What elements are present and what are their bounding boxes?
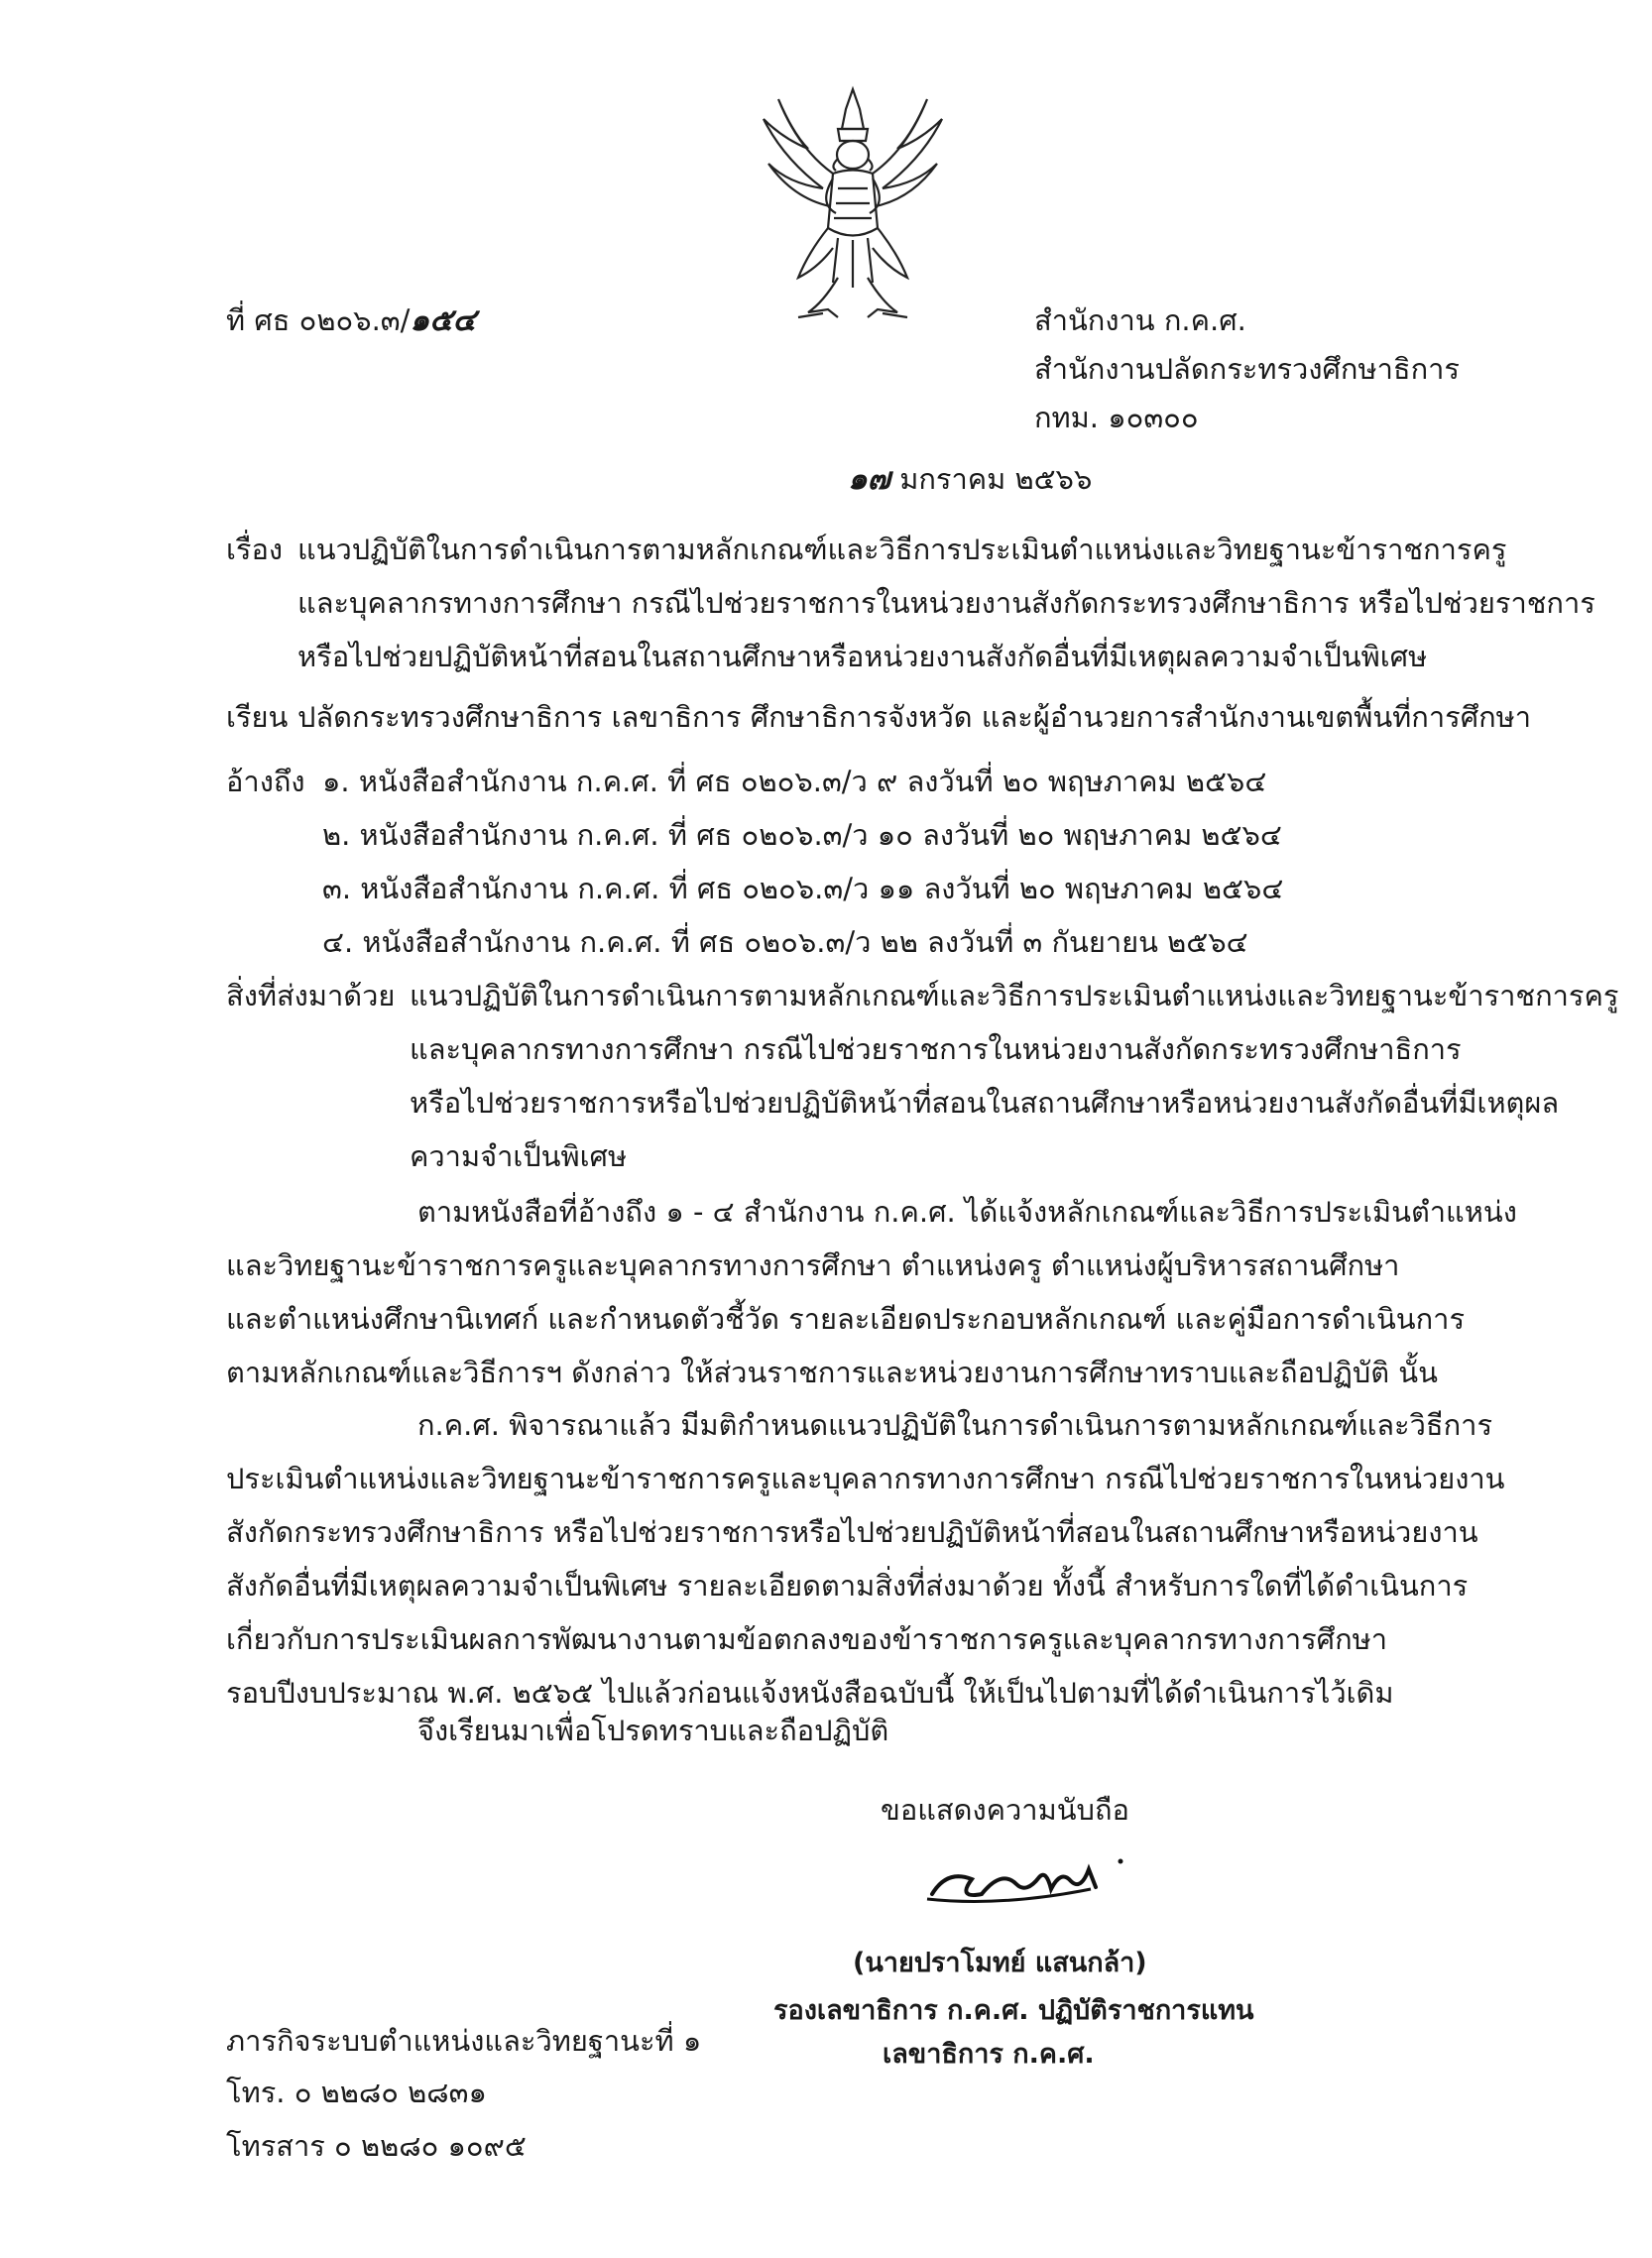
enclosure-line: และบุคลากรทางการศึกษา กรณีไปช่วยราชการในหน่วยงานสังกัดกระทรวงศึกษาธิการ	[410, 1032, 1462, 1066]
enclosure-line: ความจำเป็นพิเศษ	[410, 1139, 628, 1173]
signatory-title-1: รองเลขาธิการ ก.ค.ศ. ปฏิบัติราชการแทน	[773, 1995, 1254, 2026]
signatory-name: (นายปราโมทย์ แสนกล้า)	[853, 1948, 1147, 1978]
salutation-text: ปลัดกระทรวงศึกษาธิการ เลขาธิการ ศึกษาธิการจังหวัด และผู้อำนวยการสำนักงานเขตพื้นที่การศึกษา	[297, 700, 1532, 734]
office-line-2: สำนักงานปลัดกระทรวงศึกษาธิการ	[1034, 352, 1460, 386]
reference-item: ๔. หนังสือสำนักงาน ก.ค.ศ. ที่ ศธ ๐๒๐๖.๓/ว ๒๒ ลงวันที่ ๓ กันยายน ๒๕๖๔	[322, 925, 1248, 959]
subject-line: แนวปฏิบัติในการดำเนินการตามหลักเกณฑ์และวิธีการประเมินตำแหน่งและวิทยฐานะข้าราชการครู	[297, 533, 1507, 566]
body-line: รอบปีงบประมาณ พ.ศ. ๒๕๖๕ ไปแล้วก่อนแจ้งหนังสือฉบับนี้ ให้เป็นไปตามที่ได้ดำเนินการไว้เดิม	[226, 1676, 1394, 1710]
body-line: ก.ค.ศ. พิจารณาแล้ว มีมติกำหนดแนวปฏิบัติในการดำเนินการตามหลักเกณฑ์และวิธีการ	[417, 1408, 1493, 1442]
body-line: และตำแหน่งศึกษานิเทศก์ และกำหนดตัวชี้วัด รายละเอียดประกอบหลักเกณฑ์ และคู่มือการดำเนินการ	[226, 1302, 1466, 1336]
salutation-label: เรียน	[226, 700, 289, 734]
letter-date	[848, 459, 1092, 499]
office-line-3: กทม. ๑๐๓๐๐	[1034, 401, 1199, 434]
regards-text: ขอแสดงความนับถือ	[881, 1793, 1129, 1827]
body-paragraph-1	[226, 1185, 1517, 1399]
subject-text	[297, 523, 1595, 683]
subject-label: เรื่อง	[226, 533, 284, 566]
enclosure-line: แนวปฏิบัติในการดำเนินการตามหลักเกณฑ์และวิธีการประเมินตำแหน่งและวิทยฐานะข้าราชการครู	[410, 979, 1619, 1012]
references-label: อ้างถึง	[226, 765, 305, 798]
office-line-1: สำนักงาน ก.ค.ศ.	[1034, 303, 1246, 337]
body-line: และวิทยฐานะข้าราชการครูและบุคลากรทางการศึกษา ตำแหน่งครู ตำแหน่งผู้บริหารสถานศึกษา	[226, 1248, 1400, 1282]
reference-number	[226, 300, 476, 340]
subject-line: และบุคลากรทางการศึกษา กรณีไปช่วยราชการในหน่วยงานสังกัดกระทรวงศึกษาธิการ หรือไปช่วยราชการ	[297, 586, 1595, 620]
body-line: สังกัดกระทรวงศึกษาธิการ หรือไปช่วยราชการหรือไปช่วยปฏิบัติหน้าที่สอนในสถานศึกษาหรือหน่วยงาน	[226, 1515, 1478, 1549]
footer-unit: ภารกิจระบบตำแหน่งและวิทยฐานะที่ ๑	[226, 2024, 702, 2058]
footer-fax: โทรสาร ๐ ๒๒๘๐ ๑๐๙๕	[226, 2129, 527, 2163]
reference-item: ๑. หนังสือสำนักงาน ก.ค.ศ. ที่ ศธ ๐๒๐๖.๓/ว ๙ ลงวันที่ ๒๐ พฤษภาคม ๒๕๖๔	[322, 765, 1267, 798]
signatory-title-2: เลขาธิการ ก.ค.ศ.	[883, 2039, 1095, 2070]
garuda-emblem-icon	[739, 79, 967, 327]
body-paragraph-2	[226, 1398, 1505, 1720]
body-line: สังกัดอื่นที่มีเหตุผลความจำเป็นพิเศษ รายละเอียดตามสิ่งที่ส่งมาด้วย ทั้งนี้ สำหรับการใดที่ได้ดำเนินการ	[226, 1569, 1469, 1603]
closing-sentence: จึงเรียนมาเพื่อโปรดทราบและถือปฏิบัติ	[417, 1714, 889, 1747]
reference-item: ๓. หนังสือสำนักงาน ก.ค.ศ. ที่ ศธ ๐๒๐๖.๓/ว ๑๑ ลงวันที่ ๒๐ พฤษภาคม ๒๕๖๔	[322, 872, 1284, 905]
body-line: ประเมินตำแหน่งและวิทยฐานะข้าราชการครูและบุคลากรทางการศึกษา กรณีไปช่วยราชการในหน่วยงาน	[226, 1462, 1505, 1495]
enclosure-text	[410, 969, 1619, 1183]
date-month-year: มกราคม ๒๕๖๖	[899, 462, 1093, 496]
footer-telephone: โทร. ๐ ๒๒๘๐ ๒๘๓๑	[226, 2076, 487, 2109]
date-day-handwritten: ๑๗	[848, 461, 890, 497]
body-line: เกี่ยวกับการประเมินผลการพัฒนางานตามข้อตกลงของข้าราชการครูและบุคลากรทางการศึกษา	[226, 1622, 1388, 1656]
reference-number-label: ที่ ศธ ๐๒๐๖.๓/	[226, 303, 411, 337]
enclosure-line: หรือไปช่วยราชการหรือไปช่วยปฏิบัติหน้าที่สอนในสถานศึกษาหรือหน่วยงานสังกัดอื่นที่มีเหตุผล	[410, 1086, 1560, 1120]
references-list	[322, 755, 1443, 969]
enclosure-label: สิ่งที่ส่งมาด้วย	[226, 979, 396, 1012]
body-line: ตามหนังสือที่อ้างถึง ๑ - ๔ สำนักงาน ก.ค.ศ. ได้แจ้งหลักเกณฑ์และวิธีการประเมินตำแหน่ง	[417, 1195, 1517, 1229]
subject-line: หรือไปช่วยปฏิบัติหน้าที่สอนในสถานศึกษาหรือหน่วยงานสังกัดอื่นที่มีเหตุผลความจำเป็นพิเศษ	[297, 640, 1428, 673]
reference-number-handwritten: ๑๕๔	[410, 302, 477, 338]
reference-item: ๒. หนังสือสำนักงาน ก.ค.ศ. ที่ ศธ ๐๒๐๖.๓/ว ๑๐ ลงวันที่ ๒๐ พฤษภาคม ๒๕๖๔	[322, 818, 1282, 852]
body-line: ตามหลักเกณฑ์และวิธีการฯ ดังกล่าว ให้ส่วนราชการและหน่วยงานการศึกษาทราบและถือปฏิบัติ นั้น	[226, 1356, 1438, 1389]
signature-scribble-icon	[922, 1840, 1140, 1919]
